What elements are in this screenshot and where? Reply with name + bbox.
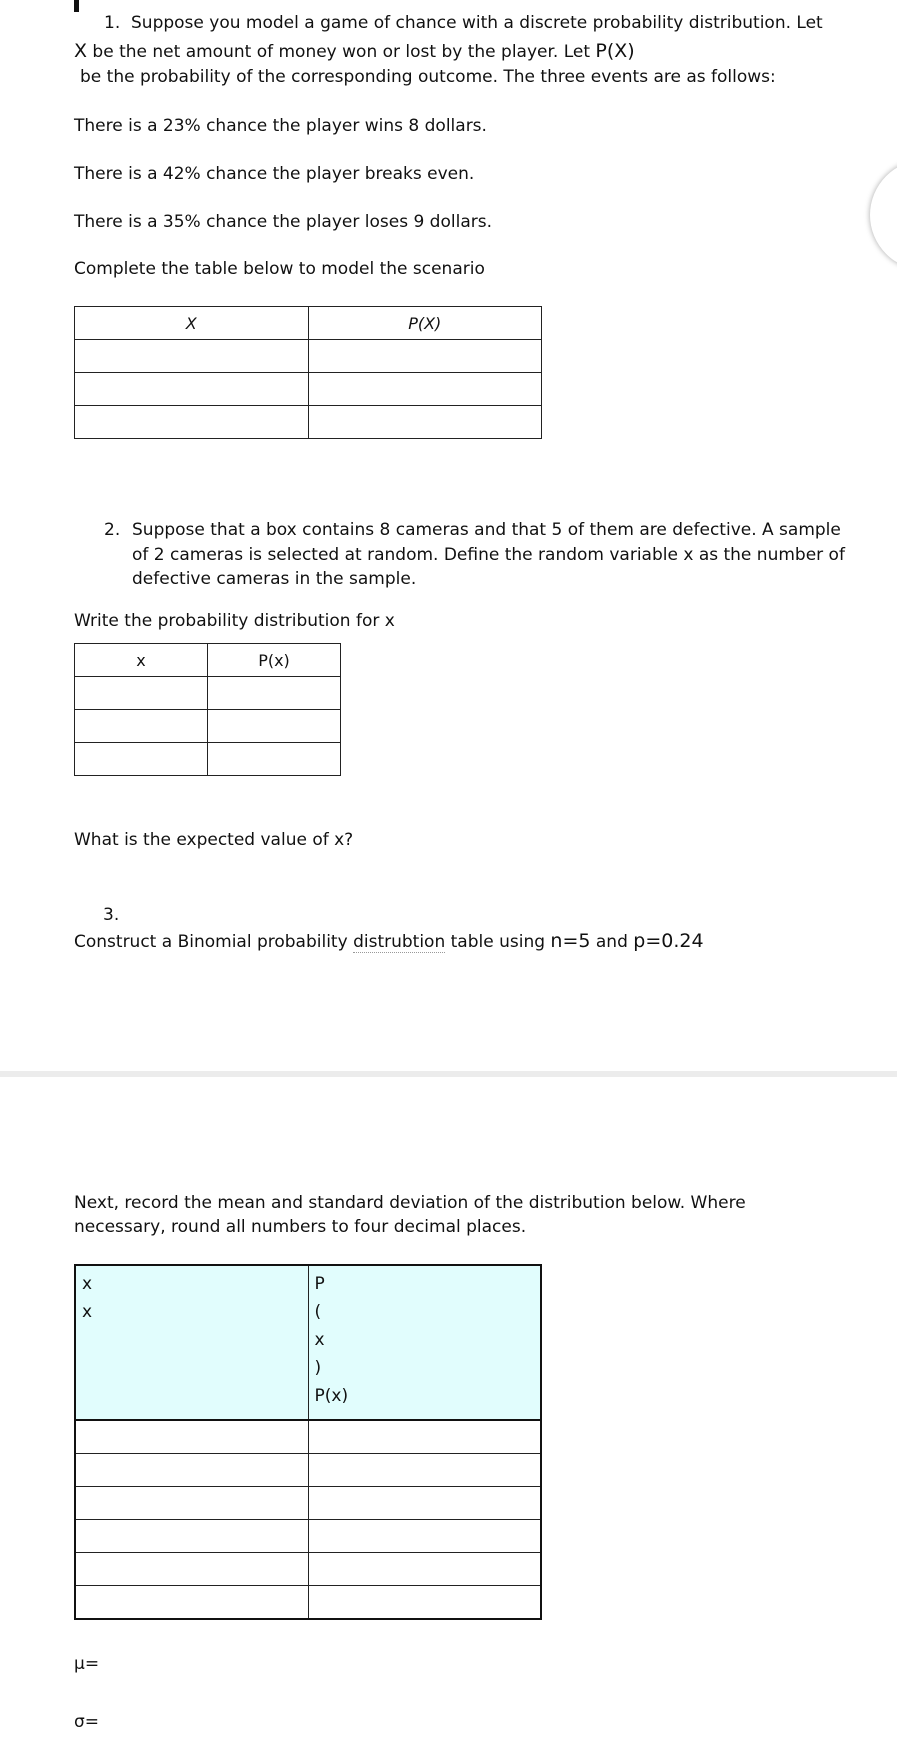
q1-event-3: There is a 35% chance the player loses 9 dollars. bbox=[74, 212, 492, 232]
table-cell[interactable] bbox=[75, 1487, 308, 1520]
section-divider bbox=[0, 1071, 897, 1077]
table-row bbox=[75, 373, 542, 406]
table-row bbox=[75, 340, 542, 373]
table-row bbox=[75, 406, 542, 439]
table-cell[interactable] bbox=[75, 406, 309, 439]
q2-instruction: Write the probability distribution for x bbox=[74, 611, 395, 631]
table-cell[interactable] bbox=[308, 1520, 541, 1553]
q2-number: 2. bbox=[104, 520, 121, 540]
q1-instruction: Complete the table below to model the scenario bbox=[74, 259, 485, 279]
table-row bbox=[75, 1454, 541, 1487]
table-row bbox=[75, 1487, 541, 1520]
table-row bbox=[75, 1586, 541, 1620]
table-row bbox=[75, 743, 341, 776]
q3-text: Construct a Binomial probability distrubtion table using n=5 and p=0.24 bbox=[74, 930, 704, 952]
q2-line3: defective cameras in the sample. bbox=[132, 569, 417, 589]
table-cell[interactable] bbox=[208, 677, 341, 710]
q2-header-x: x bbox=[75, 644, 208, 677]
binomial-header-x: x x bbox=[75, 1265, 308, 1420]
table-row bbox=[75, 1553, 541, 1586]
table-row bbox=[75, 1420, 541, 1454]
table-cell[interactable] bbox=[308, 1420, 541, 1454]
q1-number: 1. bbox=[104, 13, 121, 33]
table-cell[interactable] bbox=[308, 340, 542, 373]
q3-number: 3. bbox=[103, 905, 120, 925]
table-cell[interactable] bbox=[75, 743, 208, 776]
table-cell[interactable] bbox=[308, 1454, 541, 1487]
table-cell[interactable] bbox=[308, 1553, 541, 1586]
table-row bbox=[75, 710, 341, 743]
table-row bbox=[75, 1520, 541, 1553]
top-edge-mark bbox=[74, 0, 79, 12]
q4-line2: necessary, round all numbers to four decimal places. bbox=[74, 1217, 527, 1237]
mean-label: μ= bbox=[74, 1654, 100, 1674]
q1-table bbox=[74, 306, 542, 439]
binomial-header-px: P ( x ) P(x) bbox=[308, 1265, 541, 1420]
floating-action-button[interactable] bbox=[870, 160, 897, 270]
table-cell[interactable] bbox=[75, 1454, 308, 1487]
table-cell[interactable] bbox=[75, 1520, 308, 1553]
binomial-table bbox=[74, 1264, 542, 1620]
q1-header-x: X bbox=[75, 307, 309, 340]
table-cell[interactable] bbox=[75, 710, 208, 743]
table-cell[interactable] bbox=[208, 743, 341, 776]
q2-expected-value-question: What is the expected value of x? bbox=[74, 830, 354, 850]
table-cell[interactable] bbox=[75, 1586, 308, 1620]
q1-line1: Suppose you model a game of chance with a discrete probability distribution. Let bbox=[131, 13, 823, 33]
table-cell[interactable] bbox=[75, 1420, 308, 1454]
q1-event-2: There is a 42% chance the player breaks even. bbox=[74, 164, 475, 184]
table-row bbox=[75, 677, 341, 710]
table-cell[interactable] bbox=[308, 1487, 541, 1520]
q1-event-1: There is a 23% chance the player wins 8 dollars. bbox=[74, 116, 487, 136]
q2-header-px: P(x) bbox=[208, 644, 341, 677]
q2-table bbox=[74, 643, 341, 776]
table-cell[interactable] bbox=[208, 710, 341, 743]
q2-line1: Suppose that a box contains 8 cameras and that 5 of them are defective. A sample bbox=[132, 520, 841, 540]
q1-line3: be the probability of the corresponding outcome. The three events are as follows: bbox=[80, 67, 776, 87]
std-dev-label: σ= bbox=[74, 1712, 100, 1732]
table-cell[interactable] bbox=[308, 1586, 541, 1620]
q2-line2: of 2 cameras is selected at random. Define the random variable x as the number of bbox=[132, 545, 845, 565]
table-cell[interactable] bbox=[75, 340, 309, 373]
table-cell[interactable] bbox=[75, 1553, 308, 1586]
table-cell[interactable] bbox=[308, 406, 542, 439]
table-cell[interactable] bbox=[75, 677, 208, 710]
q1-line2: X be the net amount of money won or lost by the player. Let P(X) bbox=[74, 40, 635, 62]
table-cell[interactable] bbox=[75, 373, 309, 406]
q1-header-px: P(X) bbox=[308, 307, 542, 340]
table-cell[interactable] bbox=[308, 373, 542, 406]
q4-line1: Next, record the mean and standard deviation of the distribution below. Where bbox=[74, 1193, 746, 1213]
